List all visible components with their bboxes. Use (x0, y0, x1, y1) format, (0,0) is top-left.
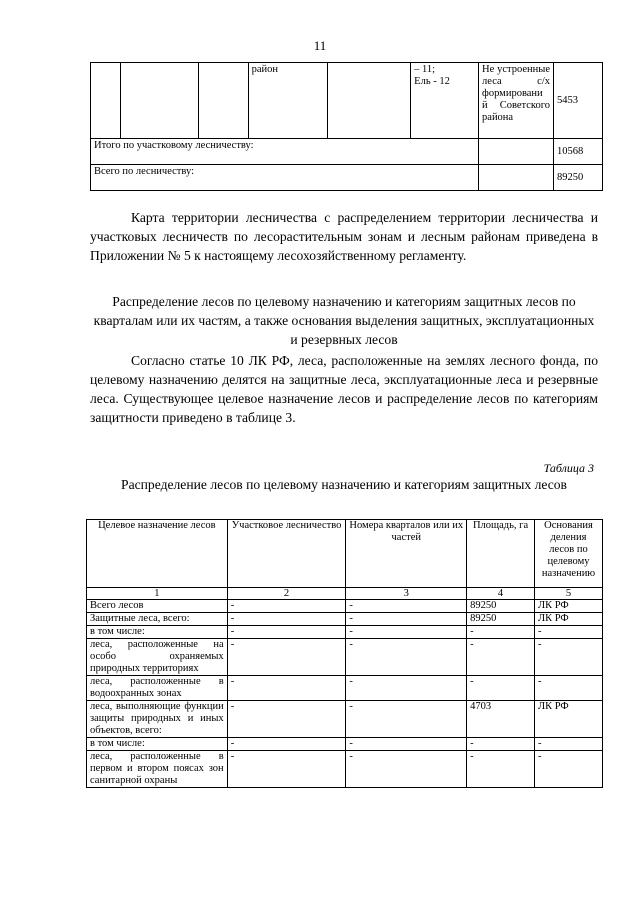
table-cell (479, 139, 554, 165)
table-cell: - (346, 738, 467, 751)
table-cell: - (535, 676, 603, 701)
table-row (87, 626, 603, 639)
section-heading: Распределение лесов по целевому назначению и категориям защитных лесов по кварталам или их частям, а также основания выделения защитных, эксплуатационных и резервных лесов (93, 294, 595, 347)
column-header: Участковое лесничество (227, 520, 346, 588)
table-cell: - (467, 751, 535, 788)
table-cell: - (346, 751, 467, 788)
table-cell: - (535, 639, 603, 676)
table-cell: – 11; Ель - 12 (411, 63, 479, 139)
column-header: Номера кварталов или их частей (346, 520, 467, 588)
table-cell: - (467, 639, 535, 676)
table-cell: Всего лесов (87, 600, 228, 613)
table-cell: - (346, 701, 467, 738)
paragraph-article10: Согласно статье 10 ЛК РФ, леса, расположенные на землях лесного фонда, по целевому назначению делятся на защитные леса, эксплуатационные леса и резервные леса. Существующее целевое назначение лесов и распределение лесов по категориям защитности приведено в таблице 3. (90, 353, 598, 425)
column-header: Основания деления лесов по целевому назначению (535, 520, 603, 588)
table-cell (328, 63, 411, 139)
table-cell: - (467, 676, 535, 701)
table-row (91, 165, 603, 191)
table-cell: 4703 (467, 701, 535, 738)
total-label: Всего по лесничеству: (91, 165, 479, 191)
table-cell: ЛК РФ (535, 600, 603, 613)
table-cell: Не устроенные леса с/х формировани й Советского района (479, 63, 554, 139)
table-cell: - (227, 626, 346, 639)
table-title: Распределение лесов по целевому назначению и категориям защитных лесов (121, 477, 567, 492)
table-cell: в том числе: (87, 626, 228, 639)
table-row (87, 701, 603, 738)
table-cell: - (227, 751, 346, 788)
total-value: 89250 (554, 165, 603, 191)
table-cell: - (467, 738, 535, 751)
column-number: 5 (535, 588, 603, 600)
table-row (91, 63, 603, 139)
table-row (91, 139, 603, 165)
table-cell (120, 63, 198, 139)
table-cell: - (535, 751, 603, 788)
table-cell: Защитные леса, всего: (87, 613, 228, 626)
table-cell: - (227, 600, 346, 613)
table-row (87, 639, 603, 676)
table-caption: Таблица 3 (543, 461, 594, 475)
column-number: 1 (87, 588, 228, 600)
table-cell: ЛК РФ (535, 701, 603, 738)
table-row (87, 613, 603, 626)
column-number: 4 (467, 588, 535, 600)
table-cell: леса, выполняющие функции защиты природных и иных объектов, всего: (87, 701, 228, 738)
table-row (87, 738, 603, 751)
table-cell: - (346, 600, 467, 613)
table-cell: - (535, 738, 603, 751)
table-cell: 5453 (554, 63, 603, 139)
column-header: Площадь, га (467, 520, 535, 588)
subtotal-value: 10568 (554, 139, 603, 165)
table-cell: леса, расположенные в первом и втором поясах зон санитарной охраны (87, 751, 228, 788)
table-cell: леса, расположенные на особо охраняемых природных территориях (87, 639, 228, 676)
table-cell: район (248, 63, 328, 139)
table-cell: 89250 (467, 613, 535, 626)
table-cell: - (346, 676, 467, 701)
table-cell: в том числе: (87, 738, 228, 751)
subtotal-label: Итого по участковому лесничеству: (91, 139, 479, 165)
column-number: 3 (346, 588, 467, 600)
continued-table (90, 62, 603, 191)
table-cell: ЛК РФ (535, 613, 603, 626)
table-cell (91, 63, 121, 139)
table-cell: 89250 (467, 600, 535, 613)
table-cell: - (227, 676, 346, 701)
table-cell: - (535, 626, 603, 639)
table-cell: леса, расположенные в водоохранных зонах (87, 676, 228, 701)
column-number: 2 (227, 588, 346, 600)
page-number: 11 (313, 38, 327, 53)
table-row (87, 600, 603, 613)
table-row (87, 751, 603, 788)
table-cell: - (346, 613, 467, 626)
column-header: Целевое назначение лесов (87, 520, 228, 588)
table-cell: - (227, 613, 346, 626)
table-cell (198, 63, 248, 139)
table-cell: - (227, 639, 346, 676)
table-cell (479, 165, 554, 191)
table-cell: - (346, 626, 467, 639)
paragraph-map: Карта территории лесничества с распределением территории лесничества и участковых лесничеств по лесорастительным зонам и лесным районам приведена в Приложении № 5 к настоящему лесохозяйственному регламенту. (90, 210, 598, 263)
forest-distribution-table (86, 519, 603, 788)
table-cell: - (467, 626, 535, 639)
table-row (87, 676, 603, 701)
table-cell: - (227, 701, 346, 738)
table-cell: - (346, 639, 467, 676)
column-number-row (87, 588, 603, 600)
table-cell: - (227, 738, 346, 751)
table-header-row (87, 520, 603, 588)
